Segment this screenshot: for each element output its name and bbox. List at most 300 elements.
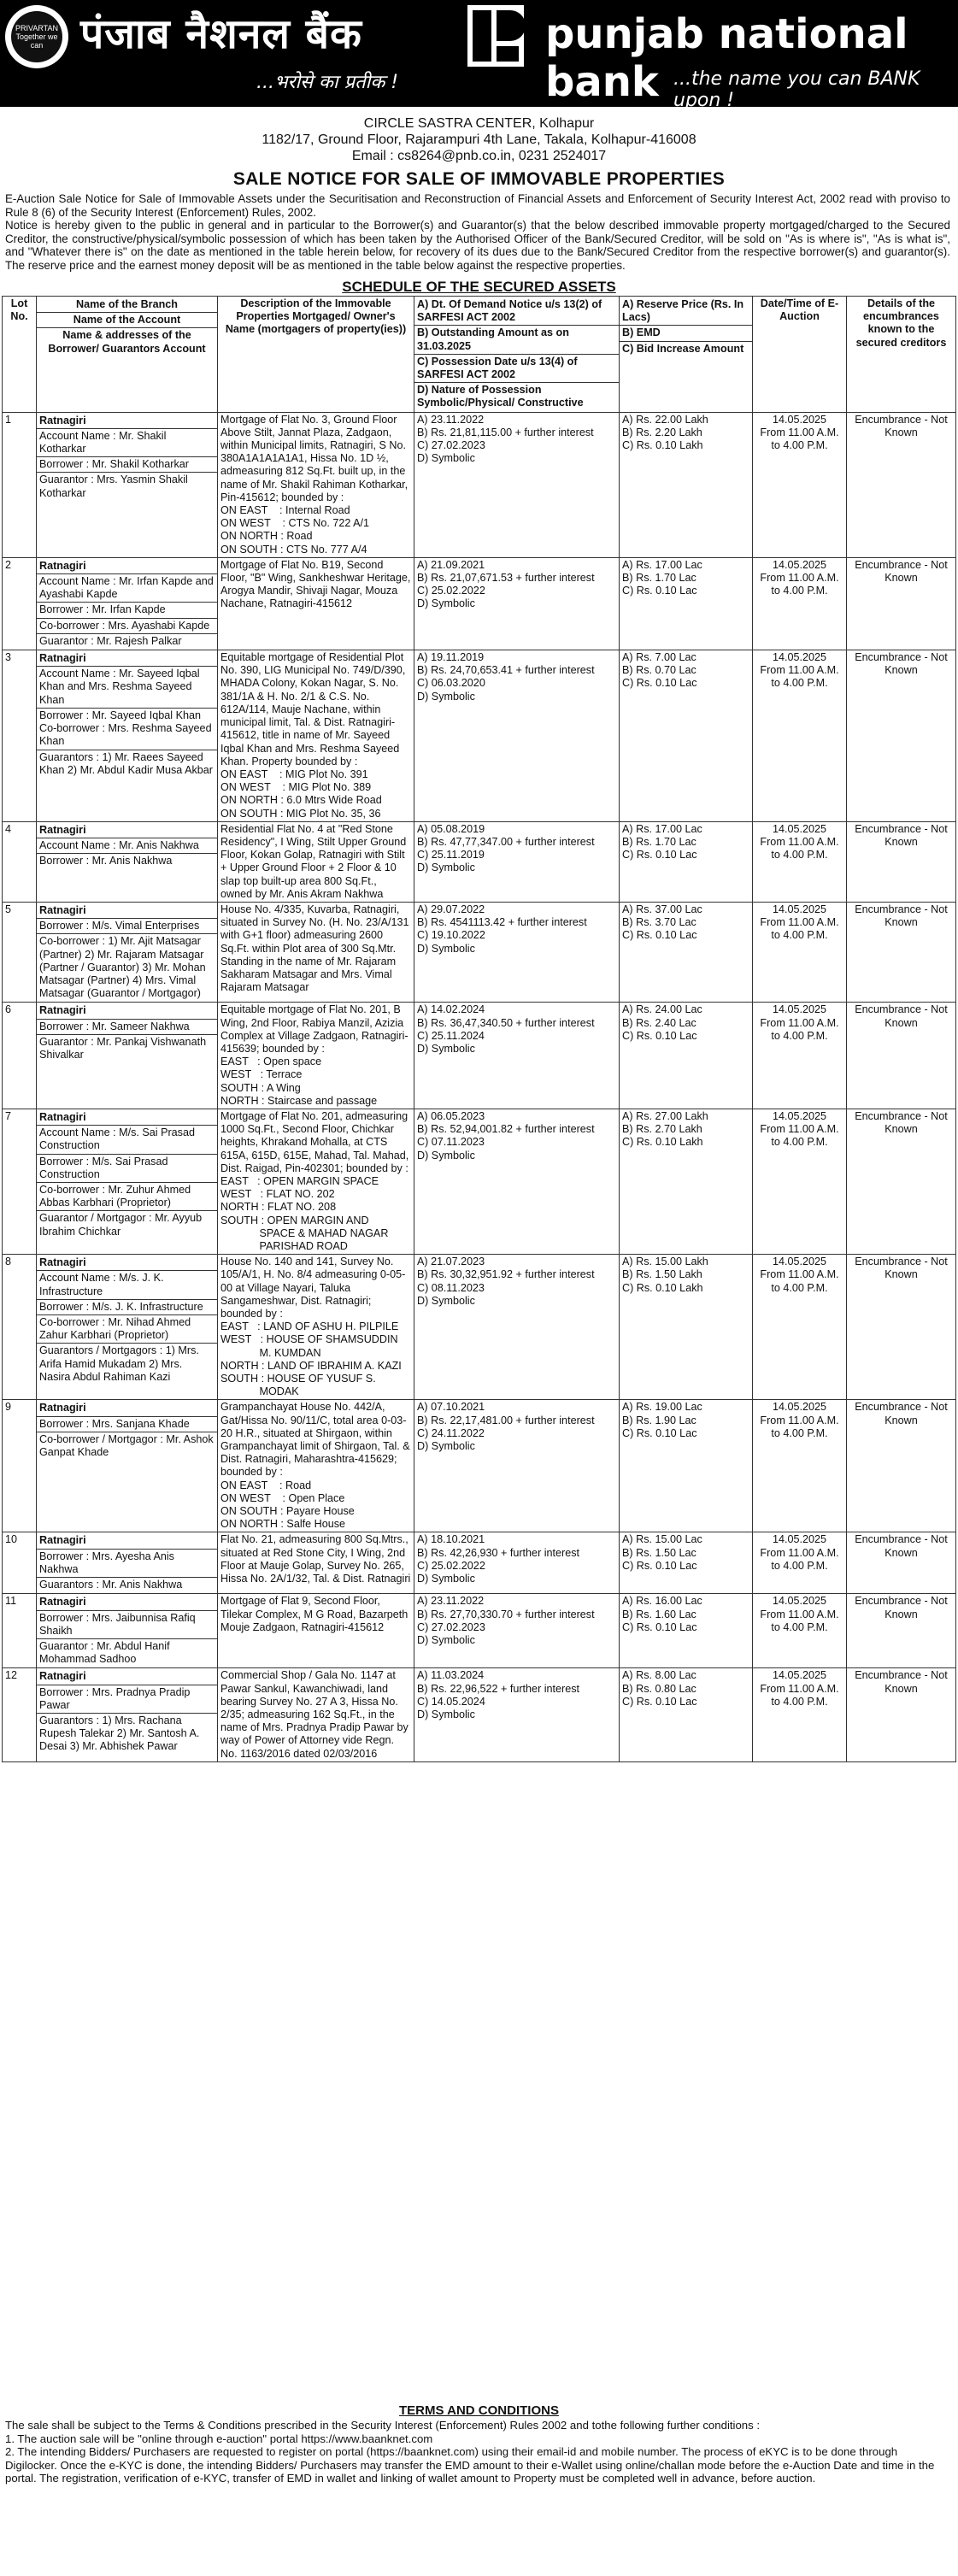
auction-date: 14.05.2025: [772, 1401, 827, 1414]
english-tagline: ...the name you can BANK upon !: [673, 68, 920, 111]
possession-date: C) 19.10.2022: [417, 929, 485, 942]
terms-line: The sale shall be subject to the Terms & Conditions prescribed in the Security Interest (Enforcement) Rules 2002 and tothe following further conditions :: [5, 2419, 761, 2432]
party-entry: Borrower : Mr. Shakil Kotharkar: [37, 457, 217, 473]
lot-prices: [620, 821, 753, 902]
property-description: Mortgage of Flat No. 201, admeasuring 1000 Sq.Ft., Second Floor, Chichkar heights, Khrakand Mohalla, at CTS 615A, 615D, 615E, Mahad, Tal. Mahad, Dist. Raigad, Pin-402301; bounded by :: [220, 1109, 409, 1174]
lot-encumbrance: Encumbrance - Not Known: [847, 1400, 956, 1532]
auction-date: 14.05.2025: [772, 1533, 827, 1546]
reserve-price: A) Rs. 24.00 Lac: [622, 1003, 702, 1016]
property-boundaries: EAST : LAND OF ASHU H. PILPILE WEST : HOUSE OF SHAMSUDDIN M. KUMDAN NORTH : LAND OF IBRAHIM A. KAZI SOUTH : HOUSE OF YUSUF S. MODAK: [220, 1320, 402, 1398]
emd-amount: B) Rs. 1.50 Lakh: [622, 1268, 702, 1281]
party-entry: Guarantor : Mr. Pankaj Vishwanath Shivalkar: [39, 1035, 207, 1061]
lot-number: 12: [3, 1668, 37, 1761]
header-description: Description of the Immovable Properties Mortgaged/ Owner's Name (mortgagers of property(ies)): [218, 297, 414, 413]
outstanding-amount: B) Rs. 21,07,671.53 + further interest: [417, 572, 595, 585]
possession-date: C) 27.02.2023: [417, 439, 485, 452]
party-entry: Borrower : M/s. J. K. Infrastructure: [37, 1300, 217, 1315]
reserve-price: A) Rs. 27.00 Lakh: [622, 1109, 708, 1122]
lot-encumbrance: Encumbrance - Not Known: [847, 902, 956, 1002]
lot-description: [218, 1532, 414, 1594]
lot-description: [218, 1255, 414, 1400]
outstanding-amount: B) Rs. 22,17,481.00 + further interest: [417, 1414, 595, 1426]
property-boundaries: EAST : OPEN MARGIN SPACE WEST : FLAT NO. 202 NORTH : FLAT NO. 208 SOUTH : OPEN MARGIN AND SPACE & MAHAD NAGAR PARISHAD ROAD: [220, 1175, 389, 1253]
party-entry: Co-borrower : 1) Mr. Ajit Matsagar (Partner) 2) Mr. Rajaram Matsagar (Partner / Guarantor) 3) Mr. Mohan Matsagar (Partner) 4) Mrs. Vimal Matsagar (Guarantor / Mortgagor): [39, 935, 206, 1000]
emd-amount: B) Rs. 0.70 Lac: [622, 664, 696, 677]
office-contact: Email : cs8264@pnb.co.in, 0231 2524017: [351, 149, 607, 163]
branch-name: Ratnagiri: [37, 1595, 217, 1610]
possession-nature: D) Symbolic: [417, 1573, 475, 1585]
terms-line: 1. The auction sale will be "online through e-auction" portal https://www.baanknet.com: [5, 2432, 433, 2445]
bid-increase: C) Rs. 0.10 Lac: [622, 1029, 697, 1042]
lot-prices: [620, 1532, 753, 1594]
lot-number: 2: [3, 557, 37, 650]
auction-date: 14.05.2025: [772, 822, 827, 835]
auction-date: 14.05.2025: [772, 1109, 827, 1122]
bid-increase: C) Rs. 0.10 Lac: [622, 1695, 697, 1708]
outstanding-amount: B) Rs. 30,32,951.92 + further interest: [417, 1268, 595, 1281]
lot-encumbrance: Encumbrance - Not Known: [847, 1109, 956, 1254]
reserve-price: A) Rs. 37.00 Lac: [622, 903, 702, 915]
party-entry: Borrower : Mr. Sayeed Iqbal Khan Co-borrower : Mrs. Reshma Sayeed Khan: [37, 709, 217, 750]
demand-notice-date: A) 23.11.2022: [417, 1595, 485, 1608]
party-entry: Borrower : Mr. Sameer Nakhwa: [37, 1020, 217, 1035]
lot-notice-details: [414, 1003, 620, 1109]
party-entry: Borrower : Mr. Irfan Kapde: [37, 603, 217, 618]
lot-notice-details: [414, 650, 620, 822]
lot-number: 8: [3, 1255, 37, 1400]
auction-date: 14.05.2025: [772, 1003, 827, 1016]
property-boundaries: EAST : Open space WEST : Terrace SOUTH : A Wing NORTH : Staircase and passage: [220, 1056, 378, 1107]
outstanding-amount: B) Rs. 36,47,340.50 + further interest: [417, 1016, 595, 1029]
possession-nature: D) Symbolic: [417, 862, 475, 874]
lot-parties: [37, 1255, 218, 1400]
possession-nature: D) Symbolic: [417, 1149, 475, 1162]
office-address-block: [0, 115, 958, 164]
lot-parties: [37, 557, 218, 650]
lot-prices: [620, 412, 753, 557]
lot-number: 3: [3, 650, 37, 822]
property-description: Equitable mortgage of Residential Plot No. 390, LIG Municipal No. 749/D/390, MHADA Colony, Kokan Nagar, S. No. 381/1A & H. No. 2/1 & C.S. No. 612A/114, Mauje Nachane, within municipal limit, Tal. & Dist. Ratnagiri-415612, title in name of Mr. Sayeed Iqbal Khan and Mrs. Reshma Sayeed Khan. Property bounded by :: [220, 651, 406, 768]
outstanding-amount: B) Rs. 27,70,330.70 + further interest: [417, 1608, 595, 1620]
party-entry: Guarantor / Mortgagor : Mr. Ayyub Ibrahim Chichkar: [39, 1212, 203, 1238]
lot-encumbrance: Encumbrance - Not Known: [847, 557, 956, 650]
branch-name: Ratnagiri: [37, 1401, 217, 1416]
reserve-price: A) Rs. 17.00 Lac: [622, 558, 702, 571]
lot-notice-details: [414, 1532, 620, 1594]
header-lot-no: Lot No.: [3, 297, 37, 413]
possession-nature: D) Symbolic: [417, 1708, 475, 1720]
outstanding-amount: B) Rs. 47,77,347.00 + further interest: [417, 835, 595, 848]
lot-auction: [753, 1255, 847, 1400]
lot-number: 11: [3, 1594, 37, 1668]
property-description: Grampanchayat House No. 442/A, Gat/Hissa No. 90/11/C, total area 0-03-20 H.R., situated at Shirgaon, within Grampanchayat limit of Shirgaon, Tal. & Dist. Ratnagiri, Maharashtra-415629; bounded by :: [220, 1401, 410, 1479]
header-reserve-price: A) Reserve Price (Rs. In Lacs): [620, 297, 752, 326]
party-entry: Borrower : Mrs. Pradnya Pradip Pawar: [37, 1685, 217, 1714]
reserve-price: A) Rs. 15.00 Lakh: [622, 1256, 708, 1268]
auction-date: 14.05.2025: [772, 1595, 827, 1608]
party-entry: Guarantors / Mortgagors : 1) Mrs. Arifa Hamid Mukadam 2) Mrs. Nasira Abdul Rahiman Kazi: [39, 1344, 199, 1383]
lot-description: [218, 1003, 414, 1109]
table-row: [3, 1400, 956, 1532]
lot-description: [218, 1109, 414, 1254]
office-address: 1182/17, Ground Floor, Rajarampuri 4th Lane, Takala, Kolhapur-416008: [262, 132, 696, 147]
possession-nature: D) Symbolic: [417, 1440, 475, 1453]
table-row: [3, 1255, 956, 1400]
demand-notice-date: A) 07.10.2021: [417, 1401, 485, 1414]
outstanding-amount: B) Rs. 21,81,115.00 + further interest: [417, 426, 594, 438]
possession-date: C) 27.02.2023: [417, 1620, 485, 1633]
party-entry: Borrower : Mrs. Ayesha Anis Nakhwa: [37, 1550, 217, 1578]
possession-nature: D) Symbolic: [417, 690, 475, 703]
bid-increase: C) Rs. 0.10 Lac: [622, 1559, 697, 1572]
lot-description: [218, 1594, 414, 1668]
property-boundaries: ON EAST : Road ON WEST : Open Place ON SOUTH : Payare House ON NORTH : Salfe House: [220, 1479, 355, 1531]
auction-date: 14.05.2025: [772, 558, 827, 571]
auction-time: From 11.00 A.M. to 4.00 P.M.: [760, 426, 839, 452]
reserve-price: A) Rs. 17.00 Lac: [622, 822, 702, 835]
lot-parties: [37, 1109, 218, 1254]
lot-auction: [753, 557, 847, 650]
bid-increase: C) Rs. 0.10 Lac: [622, 585, 697, 597]
lot-auction: [753, 650, 847, 822]
header-borrower: Name & addresses of the Borrower/ Guarantors Account: [48, 329, 206, 355]
lot-parties: [37, 1400, 218, 1532]
party-entry: Borrower : M/s. Sai Prasad Construction: [37, 1155, 217, 1183]
lot-auction: [753, 1594, 847, 1668]
lot-prices: [620, 557, 753, 650]
reserve-price: A) Rs. 15.00 Lac: [622, 1533, 702, 1546]
auction-time: From 11.00 A.M. to 4.00 P.M.: [760, 1123, 839, 1149]
lot-encumbrance: Encumbrance - Not Known: [847, 412, 956, 557]
reserve-price: A) Rs. 22.00 Lakh: [622, 413, 708, 426]
notice-intro: [5, 192, 950, 273]
lot-notice-details: [414, 1400, 620, 1532]
branch-name: Ratnagiri: [37, 1256, 217, 1271]
party-entry: Borrower : M/s. Vimal Enterprises: [37, 919, 217, 934]
party-entry: Co-borrower : Mr. Zuhur Ahmed Abbas Karbhari (Proprietor): [37, 1183, 217, 1211]
header-demand-date: A) Dt. Of Demand Notice u/s 13(2) of SARFESI ACT 2002: [414, 297, 619, 326]
header-account: Name of the Account: [37, 313, 217, 328]
lot-prices: [620, 1109, 753, 1254]
hindi-bank-name: पंजाब नैशनल बैंक: [80, 10, 362, 58]
property-description: Mortgage of Flat 9, Second Floor, Tilekar Complex, M G Road, Bazarpeth Mouje Zadgaon, Ratnagiri-415612: [220, 1595, 408, 1633]
lot-encumbrance: Encumbrance - Not Known: [847, 1003, 956, 1109]
branch-name: Ratnagiri: [37, 823, 217, 838]
party-entry: Borrower : Mr. Anis Nakhwa: [39, 855, 173, 867]
lot-parties: [37, 650, 218, 822]
lot-parties: [37, 412, 218, 557]
bid-increase: C) Rs. 0.10 Lac: [622, 1620, 697, 1633]
lot-auction: [753, 1109, 847, 1254]
terms-line: 2. The intending Bidders/ Purchasers are requested to register on portal (https://baanknet.com) using their email-id and mobile number. The process of eKYC is to be done through Digilocker. Once the e-KYC is done, the intending Bidders/ Purchasers may transfer the EMD amount to their e-Wallet using online/challan mode before the e-Auction Date and time in the portal. The registration, verification of e-KYC, transfer of EMD in wallet and linking of wallet amount to Property must be completed well in advance, before auction.: [5, 2445, 935, 2485]
bid-increase: C) Rs. 0.10 Lakh: [622, 439, 703, 452]
branch-name: Ratnagiri: [37, 1003, 217, 1019]
lot-prices: [620, 650, 753, 822]
emd-amount: B) Rs. 1.50 Lac: [622, 1546, 696, 1559]
lot-notice-details: [414, 1668, 620, 1761]
auction-date: 14.05.2025: [772, 1669, 827, 1682]
lot-number: 9: [3, 1400, 37, 1532]
lot-parties: [37, 821, 218, 902]
table-row: [3, 1594, 956, 1668]
lot-parties: [37, 1003, 218, 1109]
possession-nature: D) Symbolic: [417, 1042, 475, 1055]
table-row: [3, 1668, 956, 1761]
branch-name: Ratnagiri: [37, 903, 217, 919]
lot-encumbrance: Encumbrance - Not Known: [847, 1255, 956, 1400]
auction-time: From 11.00 A.M. to 4.00 P.M.: [760, 572, 839, 597]
lot-encumbrance: Encumbrance - Not Known: [847, 821, 956, 902]
possession-nature: D) Symbolic: [417, 1294, 475, 1307]
lot-description: [218, 650, 414, 822]
table-row: [3, 1532, 956, 1594]
auction-time: From 11.00 A.M. to 4.00 P.M.: [760, 1682, 839, 1708]
lot-parties: [37, 902, 218, 1002]
bank-banner: [0, 0, 958, 111]
table-row: [3, 412, 956, 557]
possession-nature: D) Symbolic: [417, 1633, 475, 1646]
branch-name: Ratnagiri: [37, 414, 217, 429]
header-possession-nature: D) Nature of Possession Symbolic/Physical/ Constructive: [417, 384, 584, 409]
lot-prices: [620, 902, 753, 1002]
possession-nature: D) Symbolic: [417, 452, 475, 465]
auction-time: From 11.00 A.M. to 4.00 P.M.: [760, 1414, 839, 1439]
pnb-logo-icon: [466, 3, 526, 68]
property-description: Flat No. 21, admeasuring 800 Sq.Mtrs., situated at Red Stone City, I Wing, 2nd Floor at Mauje Golap, Survey No. 265, Hissa No. 2A/1/32, Tal. & Dist. Ratnagiri: [220, 1533, 411, 1585]
lot-notice-details: [414, 1255, 620, 1400]
party-entry: Guarantors : 1) Mrs. Rachana Rupesh Talekar 2) Mr. Santosh A. Desai 3) Mr. Abhishek Pawar: [39, 1714, 200, 1753]
lot-number: 1: [3, 412, 37, 557]
lot-auction: [753, 1668, 847, 1761]
emd-amount: B) Rs. 1.70 Lac: [622, 835, 696, 848]
reserve-price: A) Rs. 7.00 Lac: [622, 651, 696, 664]
terms-title: TERMS AND CONDITIONS: [399, 2403, 559, 2418]
possession-date: C) 25.11.2019: [417, 849, 485, 862]
property-boundaries: ON EAST : Internal Road ON WEST : CTS No. 722 A/1 ON NORTH : Road ON SOUTH : CTS No. 777 A/4: [220, 504, 370, 556]
bid-increase: C) Rs. 0.10 Lac: [622, 1426, 697, 1439]
possession-date: C) 25.02.2022: [417, 1559, 485, 1572]
intro-paragraph-1: E-Auction Sale Notice for Sale of Immovable Assets under the Securitisation and Reconstruction of Financial Assets and Enforcement of Security Interest Act, 2002 read with proviso to Rule 8 (6) of the Security Interest (Enforcement) Rules, 2002.: [5, 192, 950, 219]
lot-notice-details: [414, 1594, 620, 1668]
party-entry: Co-borrower / Mortgagor : Mr. Ashok Ganpat Khade: [39, 1432, 214, 1459]
auction-time: From 11.00 A.M. to 4.00 P.M.: [760, 1608, 839, 1633]
seal-text: PRIVARTAN Together we can: [11, 11, 62, 62]
table-row: [3, 557, 956, 650]
bank-seal-logo: [5, 5, 68, 68]
lot-description: [218, 557, 414, 650]
branch-name: Ratnagiri: [37, 651, 217, 667]
lot-encumbrance: Encumbrance - Not Known: [847, 1532, 956, 1594]
lot-description: [218, 1668, 414, 1761]
lot-prices: [620, 1400, 753, 1532]
possession-date: C) 25.02.2022: [417, 585, 485, 597]
auction-date: 14.05.2025: [772, 1256, 827, 1268]
header-auction-time: Date/Time of E-Auction: [753, 297, 847, 413]
auction-time: From 11.00 A.M. to 4.00 P.M.: [760, 664, 839, 690]
branch-name: Ratnagiri: [37, 1533, 217, 1549]
possession-date: C) 14.05.2024: [417, 1695, 485, 1708]
lot-description: [218, 821, 414, 902]
notice-title: SALE NOTICE FOR SALE OF IMMOVABLE PROPERTIES: [232, 169, 726, 189]
table-header-row: [3, 297, 956, 413]
party-entry: Guarantor : Mr. Abdul Hanif Mohammad Sadhoo: [39, 1639, 170, 1666]
possession-date: C) 06.03.2020: [417, 677, 485, 690]
lot-auction: [753, 902, 847, 1002]
auction-time: From 11.00 A.M. to 4.00 P.M.: [760, 1546, 839, 1572]
party-entry: Co-borrower : Mr. Nihad Ahmed Zahur Karbhari (Proprietor): [37, 1315, 217, 1344]
emd-amount: B) Rs. 1.60 Lac: [622, 1608, 696, 1620]
lot-auction: [753, 1003, 847, 1109]
lot-number: 5: [3, 902, 37, 1002]
lot-encumbrance: Encumbrance - Not Known: [847, 650, 956, 822]
lot-parties: [37, 1668, 218, 1761]
lot-notice-details: [414, 557, 620, 650]
possession-date: C) 24.11.2022: [417, 1426, 485, 1439]
property-description: House No. 140 and 141, Survey No. 105/A/1, H. No. 8/4 admeasuring 0-05-00 at Village Nayari, Taluka Sangameshwar, Dist. Ratnagiri; bounded by :: [220, 1256, 406, 1320]
demand-notice-date: A) 23.11.2022: [417, 413, 485, 426]
emd-amount: B) Rs. 0.80 Lac: [622, 1682, 696, 1695]
party-entry: Borrower : Mrs. Jaibunnisa Rafiq Shaikh: [37, 1611, 217, 1639]
outstanding-amount: B) Rs. 4541113.42 + further interest: [417, 916, 587, 929]
possession-nature: D) Symbolic: [417, 942, 475, 955]
table-row: [3, 1109, 956, 1254]
header-price: [620, 297, 753, 413]
possession-date: C) 08.11.2023: [417, 1281, 485, 1294]
header-branch: Name of the Branch: [37, 297, 217, 313]
demand-notice-date: A) 05.08.2019: [417, 822, 485, 835]
table-row: [3, 821, 956, 902]
auction-time: From 11.00 A.M. to 4.00 P.M.: [760, 835, 839, 862]
lot-number: 6: [3, 1003, 37, 1109]
lot-notice-details: [414, 412, 620, 557]
branch-name: Ratnagiri: [37, 1110, 217, 1126]
emd-amount: B) Rs. 2.70 Lakh: [622, 1123, 702, 1136]
reserve-price: A) Rs. 19.00 Lac: [622, 1401, 702, 1414]
lots-body: [3, 412, 956, 1761]
lot-number: 4: [3, 821, 37, 902]
lot-prices: [620, 1255, 753, 1400]
lot-auction: [753, 1532, 847, 1594]
auction-time: From 11.00 A.M. to 4.00 P.M.: [760, 1016, 839, 1042]
property-boundaries: ON EAST : MIG Plot No. 391 ON WEST : MIG Plot No. 389 ON NORTH : 6.0 Mtrs Wide Road ON SOUTH : MIG Plot No. 35, 36: [220, 768, 382, 820]
bid-increase: C) Rs. 0.10 Lakh: [622, 1136, 703, 1149]
auction-date: 14.05.2025: [772, 413, 827, 426]
intro-paragraph-2: Notice is hereby given to the public in general and in particular to the Borrower(s) and Guarantor(s) that the below described immovable property mortgaged/charged to the Secured Creditor, the constructive/physical/symbolic possession of which has been taken by the Authorised Officer of the Bank/Secured Creditor, will be sold on "As is where is", "As is what is", and "Whatever there is" on the date as mentioned in the table herein below, for recovery of its dues due to the Bank/Secured Creditor from the respective borrower(s) and guarantor(s). The reserve price and the earnest money deposit will be as mentioned in the table below against the respective properties.: [5, 219, 950, 272]
possession-date: C) 25.11.2024: [417, 1029, 485, 1042]
property-description: Mortgage of Flat No. 3, Ground Floor Above Stilt, Jannat Plaza, Zadgaon, within Municipal limits, Ratnagiri, S No. 380A1A1A1A1A1, Hissa No. 1D ½, admeasuring 812 Sq.Ft. built up, in the name of Mr. Shakil Rahiman Kotharkar, Pin-415612; bounded by :: [220, 413, 408, 503]
office-name: CIRCLE SASTRA CENTER, Kolhapur: [363, 116, 595, 131]
emd-amount: B) Rs. 2.40 Lac: [622, 1016, 696, 1029]
reserve-price: A) Rs. 8.00 Lac: [622, 1669, 696, 1682]
lot-description: [218, 412, 414, 557]
party-entry: Guarantor : Mrs. Yasmin Shakil Kotharkar: [39, 473, 188, 499]
demand-notice-date: A) 18.10.2021: [417, 1533, 485, 1546]
lot-description: [218, 902, 414, 1002]
lot-number: 10: [3, 1532, 37, 1594]
party-entry: Account Name : Mr. Irfan Kapde and Ayashabi Kapde: [37, 574, 217, 603]
outstanding-amount: B) Rs. 22,96,522 + further interest: [417, 1682, 580, 1695]
demand-notice-date: A) 11.03.2024: [417, 1669, 485, 1682]
header-outstanding: B) Outstanding Amount as on 31.03.2025: [414, 326, 619, 354]
bid-increase: C) Rs. 0.10 Lakh: [622, 1281, 703, 1294]
lot-description: [218, 1400, 414, 1532]
demand-notice-date: A) 19.11.2019: [417, 651, 485, 664]
party-entry: Guarantor : Mr. Rajesh Palkar: [39, 634, 182, 647]
party-entry: Account Name : Mr. Shakil Kotharkar: [37, 429, 217, 457]
bid-increase: C) Rs. 0.10 Lac: [622, 929, 697, 942]
lot-encumbrance: Encumbrance - Not Known: [847, 1668, 956, 1761]
reserve-price: A) Rs. 16.00 Lac: [622, 1595, 702, 1608]
header-encumbrances: Details of the encumbrances known to the secured creditors: [847, 297, 956, 413]
lot-prices: [620, 1668, 753, 1761]
outstanding-amount: B) Rs. 52,94,001.82 + further interest: [417, 1123, 595, 1136]
lot-notice-details: [414, 1109, 620, 1254]
branch-name: Ratnagiri: [37, 1669, 217, 1685]
lot-parties: [37, 1532, 218, 1594]
party-entry: Borrower : Mrs. Sanjana Khade: [37, 1417, 217, 1432]
property-description: House No. 4/335, Kuvarba, Ratnagiri, situated in Survey No. (H. No. 23/A/131 with G+1 floor) admeasuring 2600 Sq.Ft. within Plot area of 300 Sq.Mtr. Standing in the name of Mr. Rajaram Sakharam Matsagar and Mrs. Vimal Rajaram Matsagar: [220, 903, 409, 994]
table-row: [3, 902, 956, 1002]
secured-assets-table: [2, 296, 956, 1762]
english-bank-name: punjab national bank: [545, 10, 908, 106]
party-entry: Account Name : M/s. Sai Prasad Construction: [37, 1126, 217, 1154]
possession-date: C) 07.11.2023: [417, 1136, 485, 1149]
emd-amount: B) Rs. 1.70 Lac: [622, 572, 696, 585]
outstanding-amount: B) Rs. 42,26,930 + further interest: [417, 1546, 580, 1559]
auction-time: From 11.00 A.M. to 4.00 P.M.: [760, 916, 839, 942]
lot-encumbrance: Encumbrance - Not Known: [847, 1594, 956, 1668]
table-row: [3, 650, 956, 822]
table-row: [3, 1003, 956, 1109]
party-entry: Guarantors : 1) Mr. Raees Sayeed Khan 2) Mr. Abdul Kadir Musa Akbar: [39, 750, 214, 776]
possession-nature: D) Symbolic: [417, 597, 475, 610]
party-entry: Account Name : Mr. Sayeed Iqbal Khan and Mrs. Reshma Sayeed Khan: [37, 667, 217, 709]
header-notice-details: [414, 297, 620, 413]
demand-notice-date: A) 06.05.2023: [417, 1109, 485, 1122]
property-description: Equitable mortgage of Flat No. 201, B Wing, 2nd Floor, Rabiya Manzil, Azizia Complex at Village Zadgaon, Ratnagiri-415639; bounded by :: [220, 1003, 408, 1055]
party-entry: Account Name : M/s. J. K. Infrastructure: [37, 1271, 217, 1299]
property-description: Commercial Shop / Gala No. 1147 at Pawar Sankul, Kawanchiwadi, land bearing Survey No. 27 A 3, Hissa No. 2/35; admeasuring 162 Sq.Ft., in the name of Mrs. Pradnya Pradip Pawar by way of Power of Attorney vide Regn. No. 1163/2016 dated 02/03/2016: [220, 1669, 408, 1760]
outstanding-amount: B) Rs. 24,70,653.41 + further interest: [417, 664, 595, 677]
branch-name: Ratnagiri: [37, 559, 217, 574]
party-entry: Account Name : Mr. Anis Nakhwa: [37, 838, 217, 854]
auction-date: 14.05.2025: [772, 651, 827, 664]
schedule-title: SCHEDULE OF THE SECURED ASSETS: [342, 279, 616, 295]
lot-auction: [753, 1400, 847, 1532]
lot-auction: [753, 412, 847, 557]
lot-prices: [620, 1594, 753, 1668]
auction-date: 14.05.2025: [772, 903, 827, 915]
bid-increase: C) Rs. 0.10 Lac: [622, 677, 697, 690]
property-description: Residential Flat No. 4 at "Red Stone Residency", I Wing, Stilt Upper Ground Floor, Kokan Golap, Ratnagiri with Stilt + Upper Ground Floor + 2 Floor & 10 slap top built-up area 800 Sq.Ft., owned by Mr. Anis Akram Nakhwa: [220, 822, 407, 900]
lot-number: 7: [3, 1109, 37, 1254]
party-entry: Guarantors : Mr. Anis Nakhwa: [39, 1579, 183, 1591]
header-emd: B) EMD: [620, 326, 752, 341]
demand-notice-date: A) 29.07.2022: [417, 903, 485, 915]
emd-amount: B) Rs. 1.90 Lac: [622, 1414, 696, 1426]
lot-notice-details: [414, 902, 620, 1002]
demand-notice-date: A) 14.02.2024: [417, 1003, 485, 1016]
hindi-tagline: ...भरोसे का प्रतीक !: [256, 72, 399, 93]
lot-prices: [620, 1003, 753, 1109]
property-description: Mortgage of Flat No. B19, Second Floor, "B" Wing, Sankheshwar Heritage, Arogya Mandir, Shivaji Nagar, Mouza Nachane, Ratnagiri-415612: [220, 558, 411, 610]
lot-notice-details: [414, 821, 620, 902]
lot-auction: [753, 821, 847, 902]
demand-notice-date: A) 21.09.2021: [417, 558, 485, 571]
terms-block: [5, 2419, 952, 2485]
header-possession-date: C) Possession Date u/s 13(4) of SARFESI ACT 2002: [414, 355, 619, 383]
emd-amount: B) Rs. 3.70 Lac: [622, 916, 696, 929]
